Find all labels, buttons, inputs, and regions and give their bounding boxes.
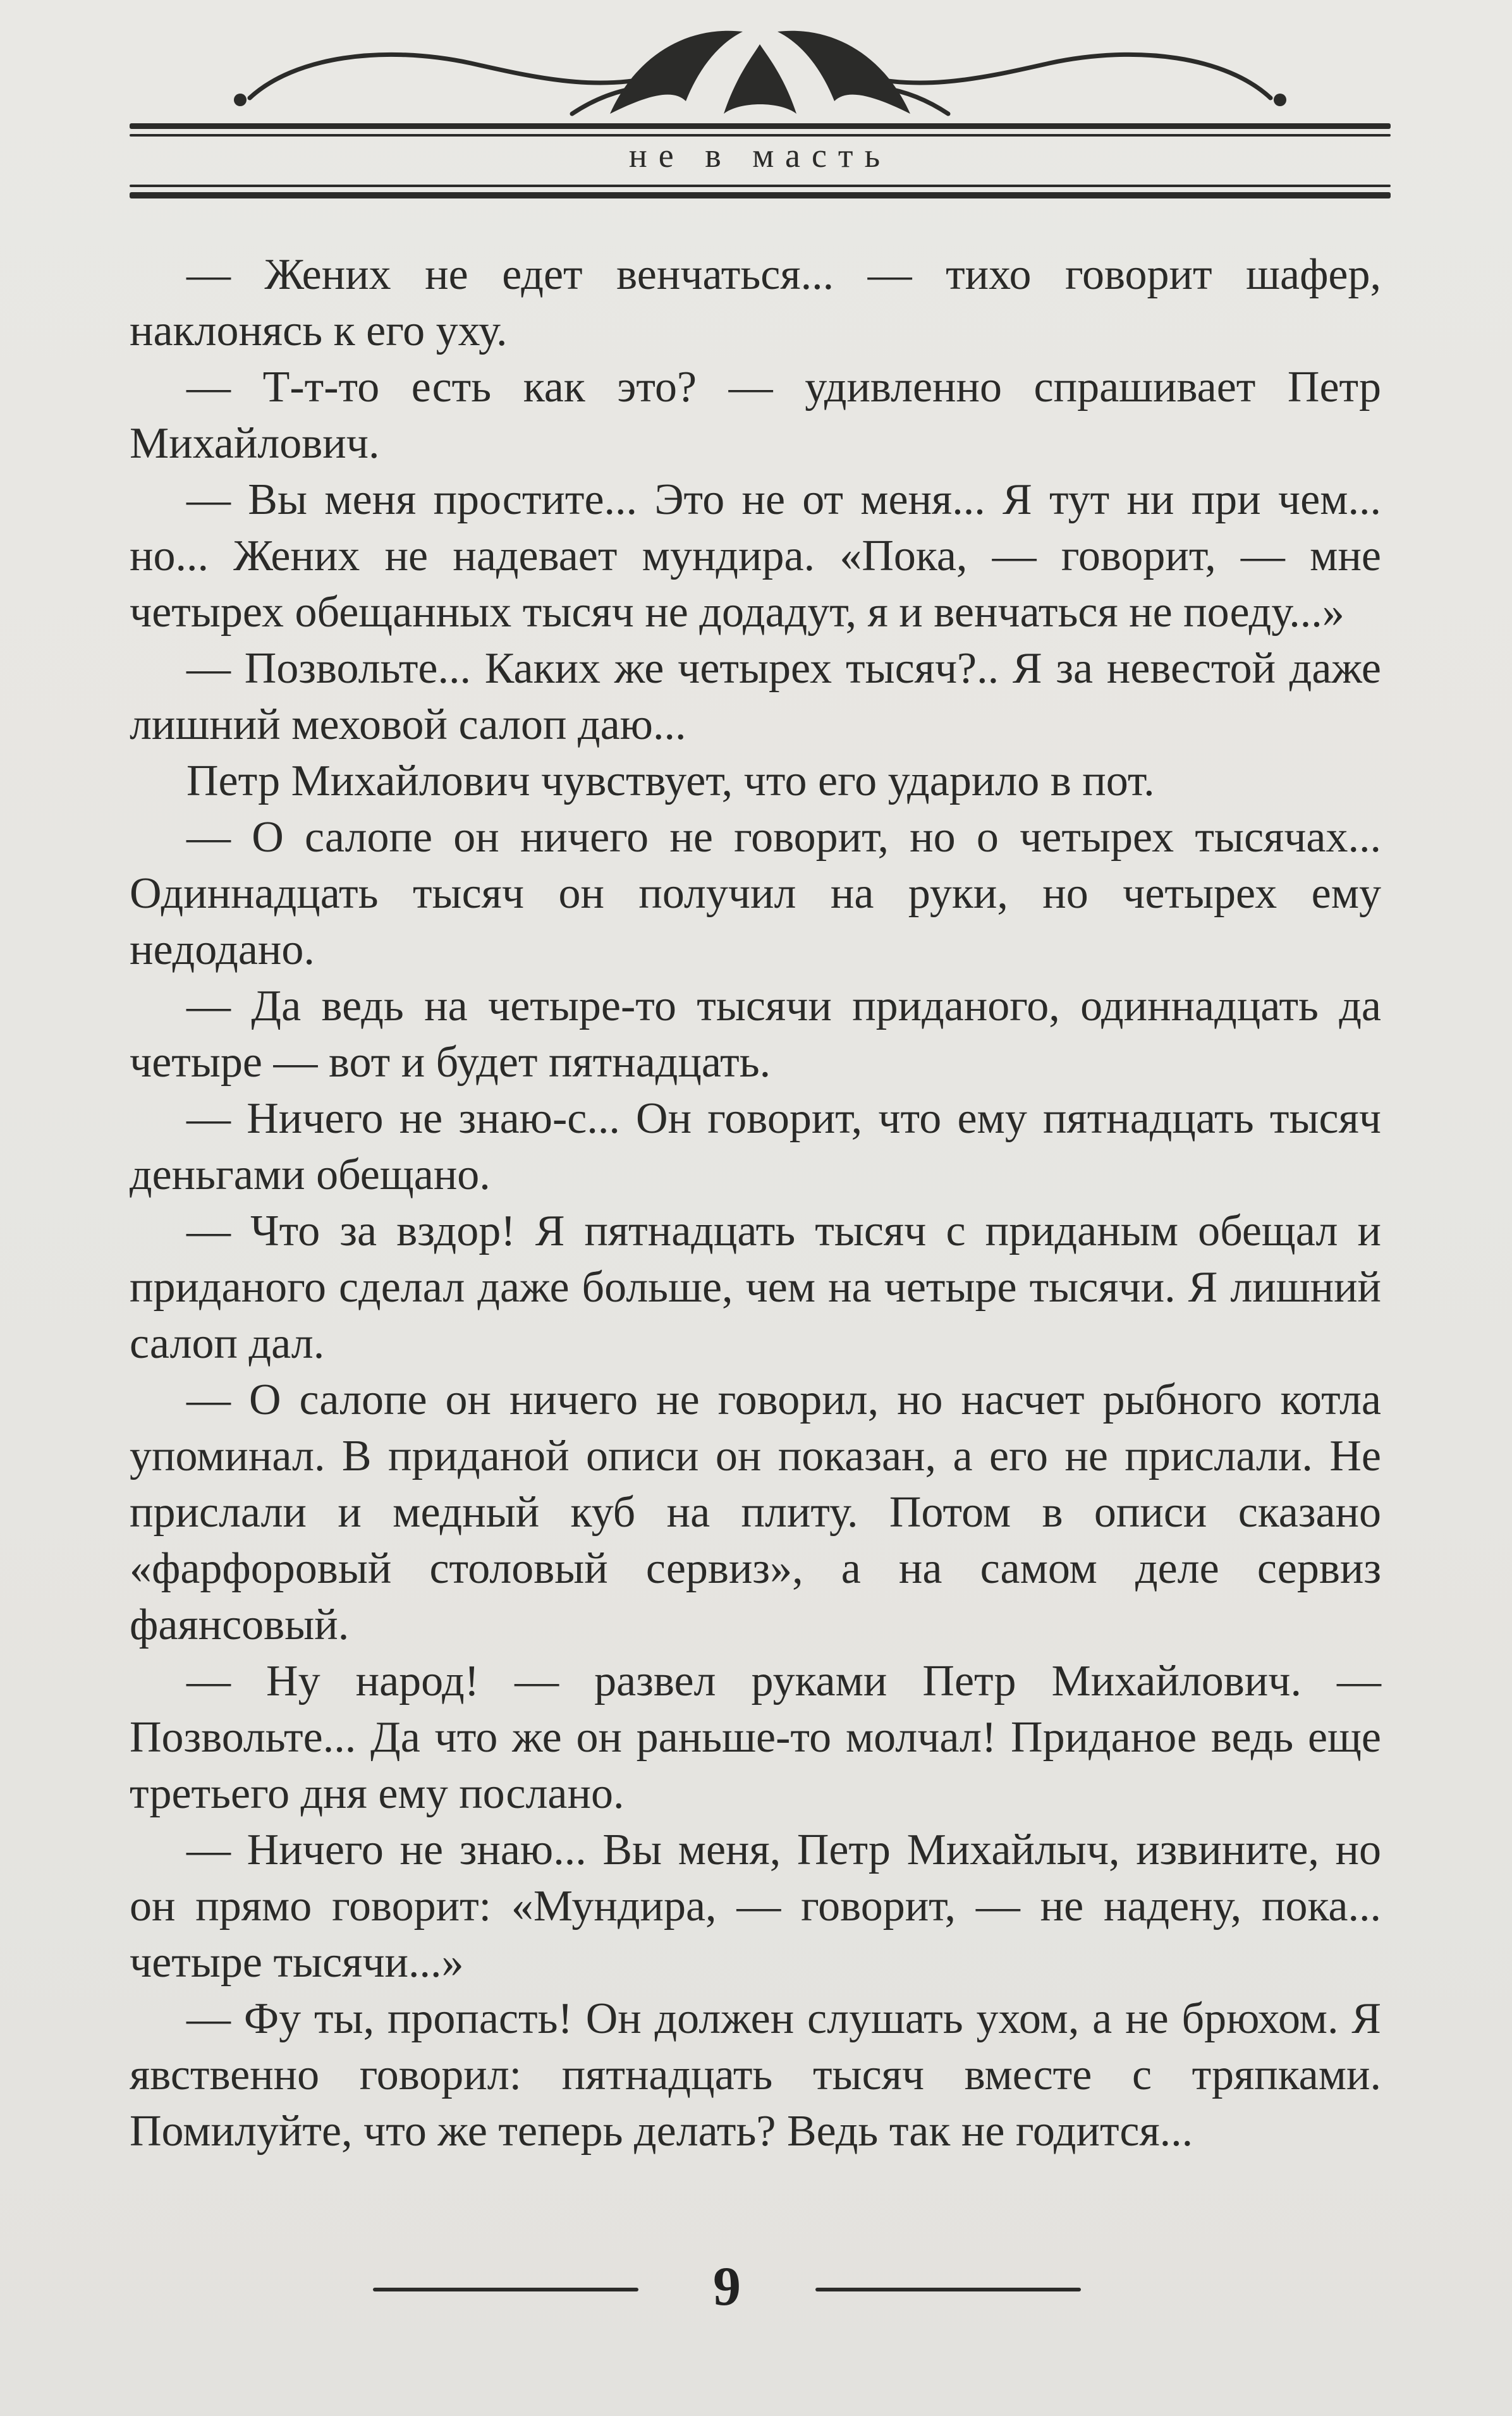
footer-rule-right bbox=[815, 2288, 1081, 2291]
page-header bbox=[130, 19, 1391, 221]
paragraph: — Жених не едет венчаться... — тихо говорит шафер, наклонясь к его уху. bbox=[130, 250, 1381, 355]
running-title: не в масть bbox=[628, 137, 892, 174]
paragraph: — Т-т-то есть как это? — удивленно спрашивает Петр Михайлович. bbox=[130, 363, 1381, 468]
paragraph: — Да ведь на четыре-то тысячи приданого, одиннадцать да четыре — вот и будет пятнадцать. bbox=[130, 982, 1381, 1087]
paragraph: — О салопе он ничего не говорил, но насчет рыбного котла упоминал. В приданой описи он показан, а его не прислали. Не прислали и медный куб на плиту. Потом в описи сказано «фарфоровый столовый сервиз», а на самом деле сервиз фаянсовый. bbox=[130, 1376, 1381, 1649]
body-text bbox=[130, 247, 1381, 2159]
page-number: 9 bbox=[713, 2256, 741, 2317]
paragraph: Петр Михайлович чувствует, что его ударило в пот. bbox=[186, 757, 1155, 805]
paragraph: — Фу ты, пропасть! Он должен слушать ухом, а не брюхом. Я явственно говорил: пятнадцать тысяч вместе с тряпками. Помилуйте, что же теперь делать? Ведь так не годится... bbox=[130, 1994, 1381, 2156]
page-footer bbox=[373, 2256, 1081, 2317]
paragraph: — Позвольте... Каких же четырех тысяч?.. Я за невестой даже лишний меховой салоп даю... bbox=[130, 644, 1381, 749]
paragraph: — Ну народ! — развел руками Петр Михайлович. — Позвольте... Да что же он раньше-то молчал! Приданое ведь еще третьего дня ему послано. bbox=[130, 1657, 1381, 1818]
paragraph: — Ничего не знаю-с... Он говорит, что ему пятнадцать тысяч деньгами обещано. bbox=[130, 1094, 1381, 1199]
paragraph: — Вы меня простите... Это не от меня... Я тут ни при чем... но... Жених не надевает мундира. «Пока, — говорит, — мне четырех обещанных тысяч не додадут, я и венчаться не поеду...» bbox=[130, 475, 1381, 637]
paragraph: — О салопе он ничего не говорит, но о четырех тысячах... Одиннадцать тысяч он получил на руки, но четырех ему недодано. bbox=[130, 813, 1381, 974]
header-ornament-icon bbox=[130, 19, 1391, 221]
paragraph: — Что за вздор! Я пятнадцать тысяч с приданым обещал и приданого сделал даже больше, чем на четыре тысячи. Я лишний салоп дал. bbox=[130, 1207, 1381, 1368]
paragraph: — Ничего не знаю... Вы меня, Петр Михайлыч, извините, но он прямо говорит: «Мундира, — говорит, — не надену, пока... четыре тысячи...» bbox=[130, 1826, 1381, 1987]
